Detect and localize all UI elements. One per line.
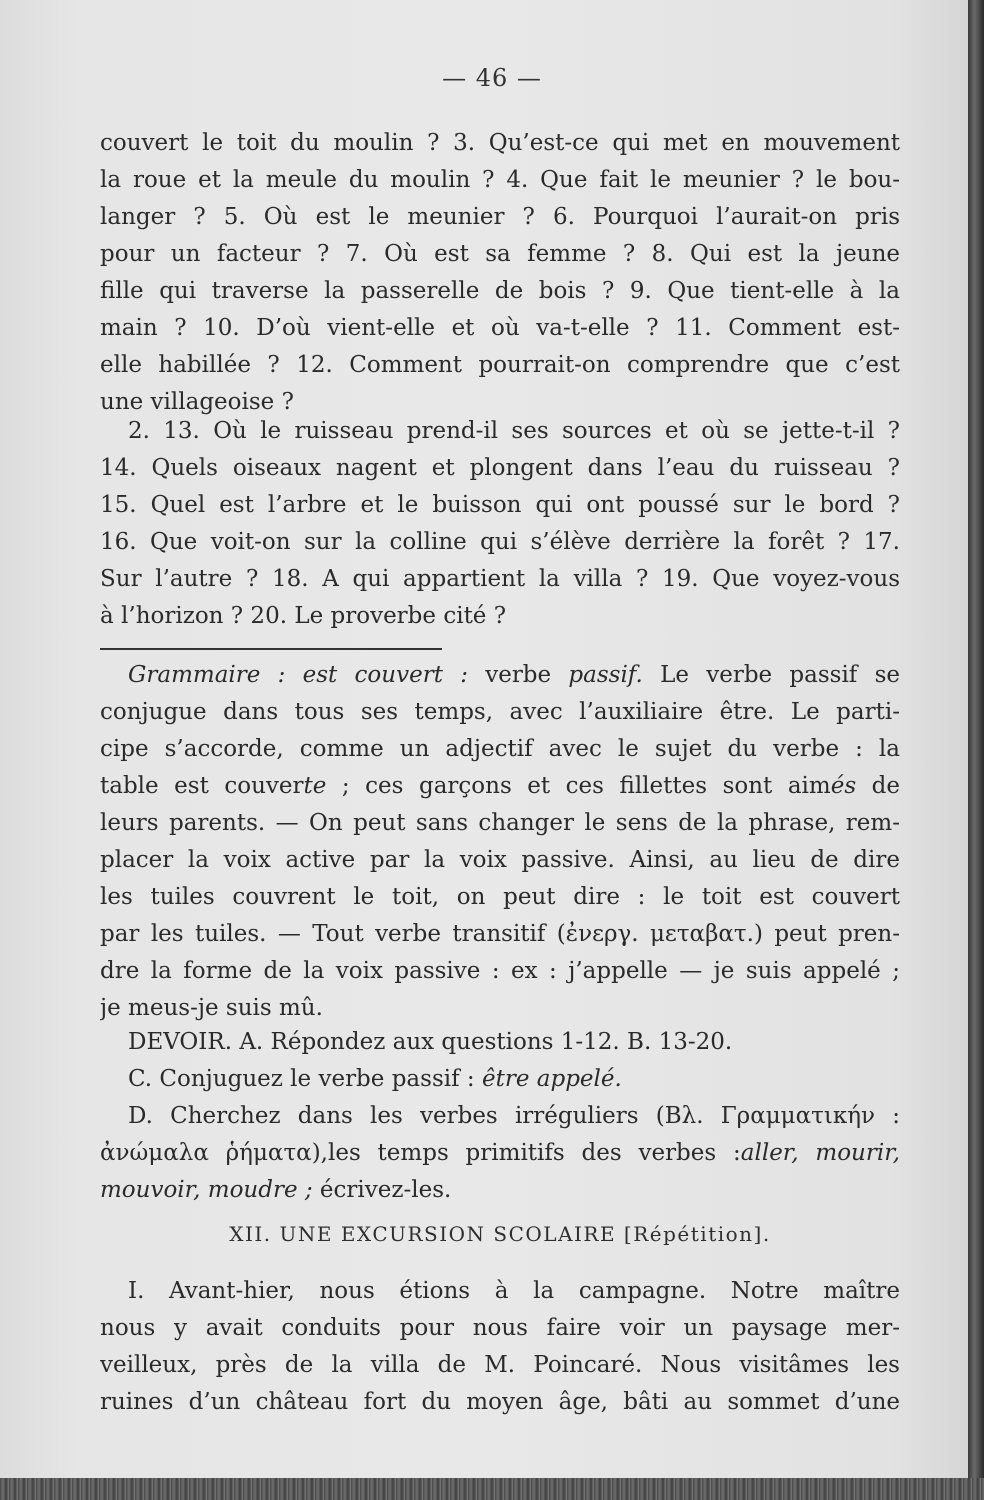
questions-block-2 [100,413,900,635]
section-heading: XII. UNE EXCURSION SCOLAIRE [Répétition]. [229,1222,771,1246]
text-line: D. Cherchez dans les verbes irréguliers (Βλ. Γραμματικήν : [128,1103,900,1129]
text-line: placer la voix active par la voix passive. Ainsi, au lieu de dire [100,847,900,873]
text-line: I. Avant-hier, nous étions à la campagne. Notre maître [128,1278,900,1304]
text-line: 15. Quel est l’arbre et le buisson qui ont poussé sur le bord ? [100,492,900,518]
section-divider [100,648,442,650]
text-line: pour un facteur ? 7. Où est sa femme ? 8. Qui est la jeune [100,241,900,267]
devoir-text: C. Conjuguez le verbe passif : [128,1066,482,1092]
devoir-verbs: mouvoir, moudre ; [100,1177,313,1203]
text-line: nous y avait conduits pour nous faire voir un paysage mer- [100,1315,900,1341]
page-bottom-edge [0,1478,984,1500]
text-line [100,1061,900,1098]
text-line [100,1135,900,1172]
book-spine-edge [968,0,984,1500]
text-line: conjugue dans tous ses temps, avec l’auxiliaire être. Le parti- [100,699,900,725]
text-line: fille qui traverse la passerelle de bois ? 9. Que tient-elle à la [100,278,900,304]
grammar-label: Grammaire : est couvert : [128,662,468,688]
text-line: Sur l’autre ? 18. A qui appartient la villa ? 19. Que voyez-vous [100,566,900,592]
text-line: couvert le toit du moulin ? 3. Qu’est-ce qui met en mouvement [100,130,900,156]
text-line: je meus-je suis mû. [100,995,323,1021]
text-line: 16. Que voit-on sur la colline qui s’élève derrière la forêt ? 17. [100,529,900,555]
text-line: par les tuiles. — Tout verbe transitif (ἐνεργ. μεταβατ.) peut pren- [100,921,900,947]
devoir-text: écrivez-les. [312,1177,452,1203]
text-line: 2. 13. Où le ruisseau prend-il ses sources et où se jette-t-il ? [128,418,900,444]
grammar-text: ; ces garçons et ces fillettes sont aim [326,773,831,799]
excursion-block [100,1273,900,1421]
page-number: — 46 — [442,64,542,92]
text-line: DEVOIR. A. Répondez aux questions 1-12. B. 13-20. [128,1029,733,1055]
text-line: langer ? 5. Où est le meunier ? 6. Pourquoi l’aurait-on pris [100,204,900,230]
text-line [100,1172,900,1209]
text-line: veilleux, près de la villa de M. Poincaré. Nous visitâmes les [100,1352,900,1378]
text-line [100,657,900,694]
text-line: ruines d’un château fort du moyen âge, bâti au sommet d’une [100,1389,900,1415]
text-line: leurs parents. — On peut sans changer le sens de la phrase, rem- [100,810,900,836]
grammar-text: de [856,773,900,799]
text-line: main ? 10. D’où vient-elle et où va-t-elle ? 11. Comment est- [100,315,900,341]
text-line: la roue et la meule du moulin ? 4. Que fait le meunier ? le bou- [100,167,900,193]
grammar-block [100,657,900,1027]
grammar-term: passif. [568,662,643,688]
questions-block-1 [100,125,900,421]
text-line: 14. Quels oiseaux nagent et plongent dans l’eau du ruisseau ? [100,455,900,481]
text-line: cipe s’accorde, comme un adjectif avec le sujet du verbe : la [100,736,900,762]
grammar-text: verbe [467,662,569,688]
grammar-ending: te [303,773,327,799]
devoir-verb: être appelé. [481,1066,622,1092]
grammar-ending: és [830,773,857,799]
grammar-text: table est couver [100,773,304,799]
text-line: à l’horizon ? 20. Le proverbe cité ? [100,603,507,629]
devoir-text: ἀνώμαλα ῥήματα),les temps primitifs des verbes : [100,1140,741,1166]
text-line: dre la forme de la voix passive : ex : j’appelle — je suis appelé ; [100,958,900,984]
devoir-verbs: aller, mourir, [740,1140,900,1166]
grammar-text: Le verbe passif se [642,662,900,688]
text-line: elle habillée ? 12. Comment pourrait-on comprendre que c’est [100,352,900,378]
text-line: une villageoise ? [100,389,294,415]
devoir-block [100,1024,900,1209]
text-line: les tuiles couvrent le toit, on peut dire : le toit est couvert [100,884,900,910]
text-line [100,768,900,805]
